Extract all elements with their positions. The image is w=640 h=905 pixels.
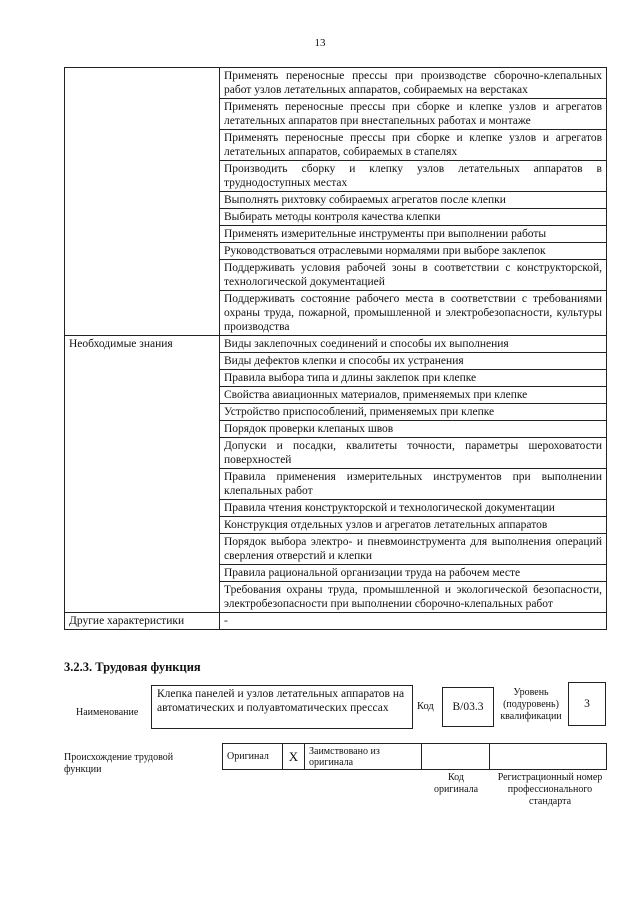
page-number: 13 bbox=[314, 37, 326, 49]
skills-label-cell bbox=[65, 68, 220, 336]
original-label: Оригинал bbox=[223, 744, 283, 770]
skill-item: Выполнять рихтовку собираемых агрегатов после клепки bbox=[220, 192, 607, 209]
skill-item: Поддерживать условия рабочей зоны в соответствии с конструкторской, технологической документацией bbox=[220, 260, 607, 291]
original-mark: X bbox=[283, 744, 305, 770]
knowledge-item: Правила рациональной организации труда на рабочем месте bbox=[220, 565, 607, 582]
knowledge-item: Правила выбора типа и длины заклепок при клепке bbox=[220, 370, 607, 387]
section-heading: 3.2.3. Трудовая функция bbox=[64, 660, 201, 674]
borrowed-label: Заимствовано из оригинала bbox=[305, 744, 422, 770]
knowledge-item: Допуски и посадки, квалитеты точности, параметры шероховатости поверхностей bbox=[220, 438, 607, 469]
skill-item: Поддерживать состояние рабочего места в соответствии с требованиями охраны труда, пожарной, промышленной и электробезопасности, культуры производства bbox=[220, 291, 607, 336]
skill-item: Производить сборку и клепку узлов летательных аппаратов в труднодоступных местах bbox=[220, 161, 607, 192]
code-original-label: Код оригинала bbox=[433, 772, 479, 795]
knowledge-item: Виды заклепочных соединений и способы их выполнения bbox=[220, 336, 607, 353]
knowledge-item: Свойства авиационных материалов, применяемых при клепке bbox=[220, 387, 607, 404]
name-label: Наименование bbox=[76, 707, 139, 718]
knowledge-label: Необходимые знания bbox=[65, 336, 220, 613]
knowledge-item: Правила чтения конструкторской и технологической документации bbox=[220, 500, 607, 517]
other-characteristics-value: - bbox=[220, 613, 607, 630]
skill-item: Выбирать методы контроля качества клепки bbox=[220, 209, 607, 226]
reg-number-label: Регистрационный номер профессионального стандарта bbox=[497, 772, 603, 807]
knowledge-item: Виды дефектов клепки и способы их устранения bbox=[220, 353, 607, 370]
function-name-box: Клепка панелей и узлов летательных аппаратов на автоматических и полуавтоматических прессах bbox=[151, 685, 413, 729]
knowledge-item: Порядок выбора электро- и пневмоинструмента для выполнения операций сверления отверстий и клепки bbox=[220, 534, 607, 565]
code-value-box: B/03.3 bbox=[442, 687, 494, 727]
skill-item: Применять переносные прессы при сборке и клепке узлов и агрегатов летательных аппаратов, собираемых в стапелях bbox=[220, 130, 607, 161]
qualification-level-box: 3 bbox=[568, 682, 606, 726]
other-characteristics-label: Другие характеристики bbox=[65, 613, 220, 630]
code-original-cell bbox=[422, 744, 490, 770]
knowledge-item: Порядок проверки клепаных швов bbox=[220, 421, 607, 438]
skill-row bbox=[65, 68, 607, 99]
labor-function-table bbox=[64, 67, 607, 630]
knowledge-item: Устройство приспособлений, применяемых при клепке bbox=[220, 404, 607, 421]
knowledge-item: Конструкция отдельных узлов и агрегатов летательных аппаратов bbox=[220, 517, 607, 534]
code-label: Код bbox=[417, 701, 434, 712]
origin-label: Происхождение трудовой функции bbox=[64, 752, 174, 775]
skill-item: Применять переносные прессы при производстве сборочно-клепальных работ узлов летательных аппаратов, собираемых на верстаках bbox=[220, 68, 607, 99]
skill-item: Применять измерительные инструменты при выполнении работы bbox=[220, 226, 607, 243]
knowledge-item: Требования охраны труда, промышленной и экологической безопасности, электробезопасности при выполнении сборочно-клепальных работ bbox=[220, 582, 607, 613]
knowledge-item: Правила применения измерительных инструментов при выполнении клепальных работ bbox=[220, 469, 607, 500]
skill-item: Применять переносные прессы при сборке и клепке узлов и агрегатов летательных аппаратов при внестапельных работах и монтаже bbox=[220, 99, 607, 130]
skill-item: Руководствоваться отраслевыми нормалями при выборе заклепок bbox=[220, 243, 607, 260]
qualification-level-label: Уровень (подуровень) квалификации bbox=[500, 687, 562, 722]
reg-number-cell bbox=[490, 744, 607, 770]
knowledge-row bbox=[65, 336, 607, 353]
other-characteristics-row bbox=[65, 613, 607, 630]
origin-table bbox=[222, 743, 607, 770]
